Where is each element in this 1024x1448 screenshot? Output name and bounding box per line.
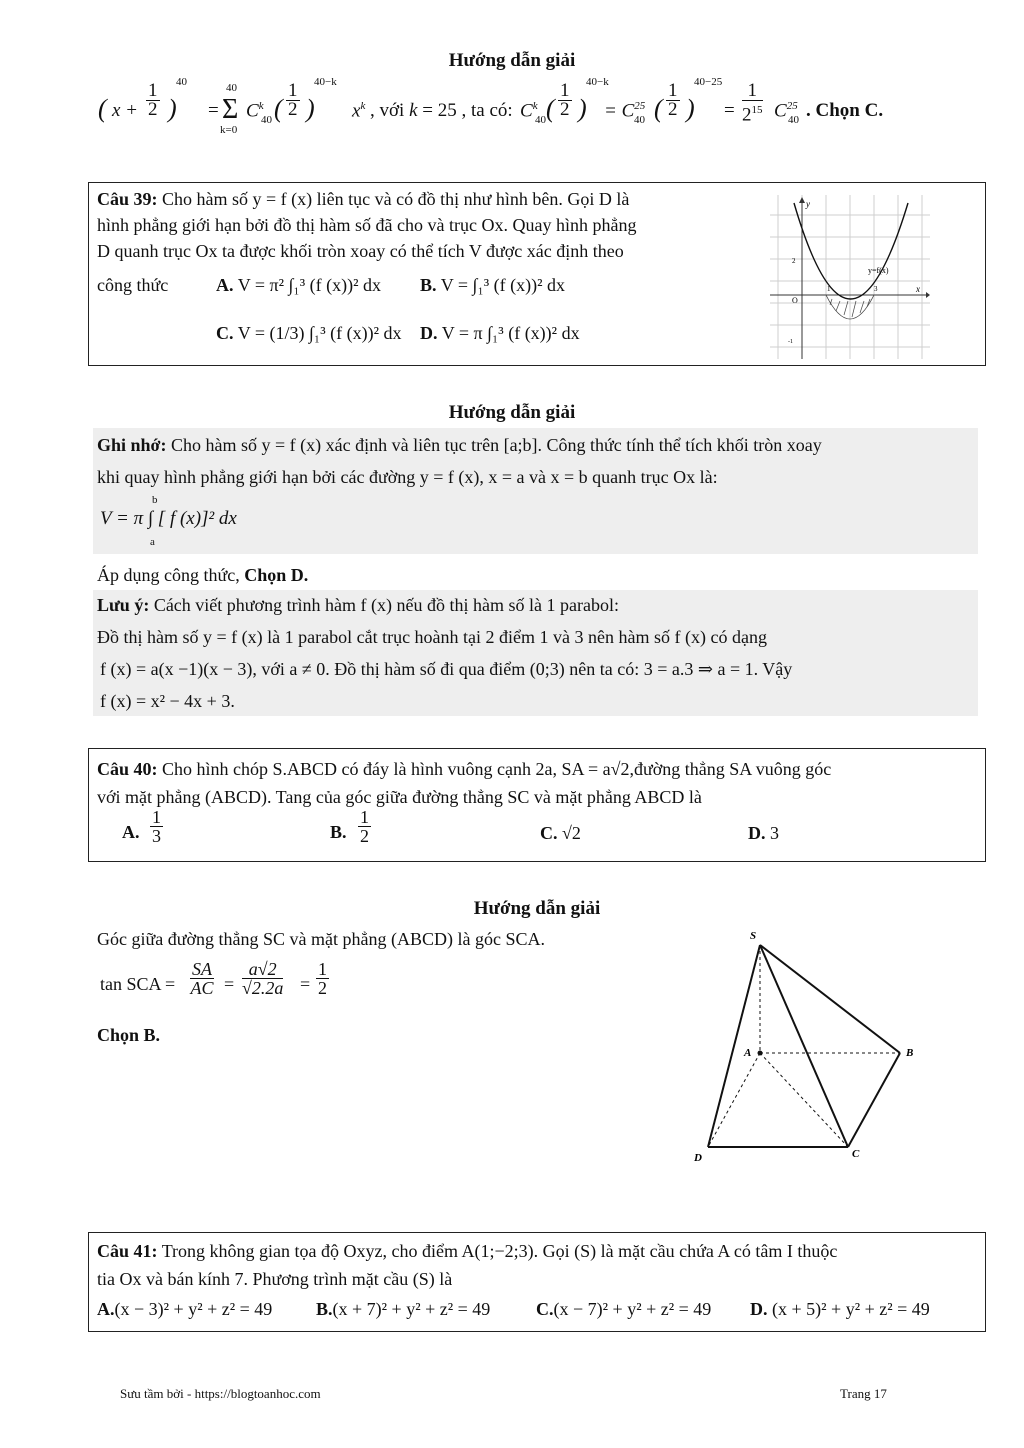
q39-line2: hình phẳng giới hạn bởi đồ thị hàm số đã cho và trục Ox. Quay hình phẳng bbox=[97, 215, 637, 235]
svg-text:-1: -1 bbox=[788, 339, 793, 345]
remark-line4: f (x) = x² − 4x + 3. bbox=[100, 691, 235, 711]
svg-text:y=f(x): y=f(x) bbox=[868, 266, 889, 275]
q40-line2: với mặt phẳng (ABCD). Tang của góc giữa đường thẳng SC và mặt phẳng ABCD là bbox=[97, 787, 702, 807]
q39-option-c: C. V = (1/3) ∫₁³ (f (x))² dx bbox=[216, 323, 402, 343]
q39-option-a: A. V = π² ∫₁³ (f (x))² dx bbox=[216, 275, 381, 295]
footer-page-number: Trang 17 bbox=[840, 1386, 887, 1401]
tan-formula: tan SCA = $\frac{SA}{AC}$ = $\frac{a√2}{√2.2a}$ = $\frac{1}{2}$ bbox=[100, 959, 327, 998]
svg-text:1: 1 bbox=[827, 285, 831, 293]
q39-option-b: B. V = ∫₁³ (f (x))² dx bbox=[420, 275, 565, 295]
solution-title-40: Hướng dẫn giải bbox=[473, 898, 601, 919]
note-line1: Ghi nhớ: Cho hàm số y = f (x) xác định và liên tục trên [a;b]. Công thức tính thể tích khối tròn xoay bbox=[97, 435, 822, 455]
q40-option-b: B. $\frac{1}{2}$ bbox=[330, 807, 369, 846]
q40-line1: Câu 40: Cho hình chóp S.ABCD có đáy là hình vuông cạnh 2a, SA = a√2,đường thẳng SA vuông góc bbox=[97, 759, 832, 779]
q39-option-d: D. V = π ∫₁³ (f (x))² dx bbox=[420, 323, 580, 343]
svg-text:D: D bbox=[694, 1152, 702, 1164]
svg-text:B: B bbox=[906, 1047, 914, 1059]
q41-option-d: D. (x + 5)² + y² + z² = 49 bbox=[750, 1299, 930, 1319]
q39-label: Câu 39: bbox=[97, 189, 158, 209]
q39-line3: D quanh trục Ox ta được khối tròn xoay có thể tích V được xác định theo bbox=[97, 241, 624, 261]
volume-formula: b V = π ∫ [ f (x)]² dx a bbox=[100, 494, 237, 548]
q40-option-d: D. 3 bbox=[748, 823, 779, 843]
q39-parabola-graph bbox=[770, 195, 930, 359]
footer-source: Sưu tầm bởi - https://blogtoanhoc.com bbox=[120, 1386, 321, 1401]
q41-option-b: B.(x + 7)² + y² + z² = 49 bbox=[316, 1299, 491, 1319]
q40-option-c: C. √2 bbox=[540, 823, 581, 843]
svg-text:A: A bbox=[744, 1047, 752, 1059]
solution-title-38: Hướng dẫn giải bbox=[448, 50, 576, 71]
apply-line: Áp dụng công thức, Chọn D. bbox=[97, 565, 309, 585]
svg-text:y: y bbox=[806, 199, 810, 209]
binomial-expansion: ( x + $\frac{1}{2}$ ) 40 = 40 Σ k=0 $C^k$ 40 ( $\frac{1}{2}$ ) 40−k $x^k$ , với k = 25 , ta có: $C^k$ 40 ( $\frac{1}{2}$ ) 40−k = $C^{25}$ 40 ( $\frac{1}{2}$ ) 40−25 = $\frac{1}{2^{15}}$ $C^{25}$ 40 . Chọn C. bbox=[98, 76, 884, 136]
q41-line2: tia Ox và bán kính 7. Phương trình mặt cầu (S) là bbox=[97, 1269, 453, 1289]
solution-title-39: Hướng dẫn giải bbox=[448, 402, 576, 423]
svg-text:2: 2 bbox=[792, 257, 796, 265]
svg-text:O: O bbox=[792, 296, 798, 305]
q41-line1: Câu 41: Trong không gian tọa độ Oxyz, cho điểm A(1;−2;3). Gọi (S) là mặt cầu chứa A có tâm I thuộc bbox=[97, 1241, 838, 1261]
svg-text:C: C bbox=[852, 1148, 860, 1160]
remark-line1: Lưu ý: Cách viết phương trình hàm f (x) nếu đồ thị hàm số là 1 parabol: bbox=[97, 595, 619, 615]
q40-option-a: A. $\frac{1}{3}$ bbox=[122, 807, 161, 846]
note-line2: khi quay hình phẳng giới hạn bởi các đường y = f (x), x = a và x = b quanh trục Ox là: bbox=[97, 467, 718, 487]
svg-text:3: 3 bbox=[874, 285, 878, 293]
q39-line4: công thức bbox=[97, 275, 169, 295]
svg-text:x: x bbox=[916, 284, 920, 294]
remark-line3: f (x) = a(x −1)(x − 3), với a ≠ 0. Đồ thị hàm số đi qua điểm (0;3) nên ta có: 3 = a.3 ⇒ a = 1. Vậy bbox=[100, 659, 793, 679]
pyramid-diagram bbox=[690, 925, 930, 1165]
q39-line1: Câu 39: Cho hàm số y = f (x) liên tục và có đồ thị như hình bên. Gọi D là bbox=[97, 189, 630, 209]
q41-option-c: C.(x − 7)² + y² + z² = 49 bbox=[536, 1299, 712, 1319]
q40-solution-line1: Góc giữa đường thẳng SC và mặt phẳng (ABCD) là góc SCA. bbox=[97, 929, 545, 949]
svg-text:S: S bbox=[750, 930, 757, 942]
q41-option-a: A.(x − 3)² + y² + z² = 49 bbox=[97, 1299, 273, 1319]
remark-line2: Đồ thị hàm số y = f (x) là 1 parabol cắt trục hoành tại 2 điểm 1 và 3 nên hàm số f (x) có dạng bbox=[97, 627, 767, 647]
q40-choose: Chọn B. bbox=[97, 1025, 161, 1045]
